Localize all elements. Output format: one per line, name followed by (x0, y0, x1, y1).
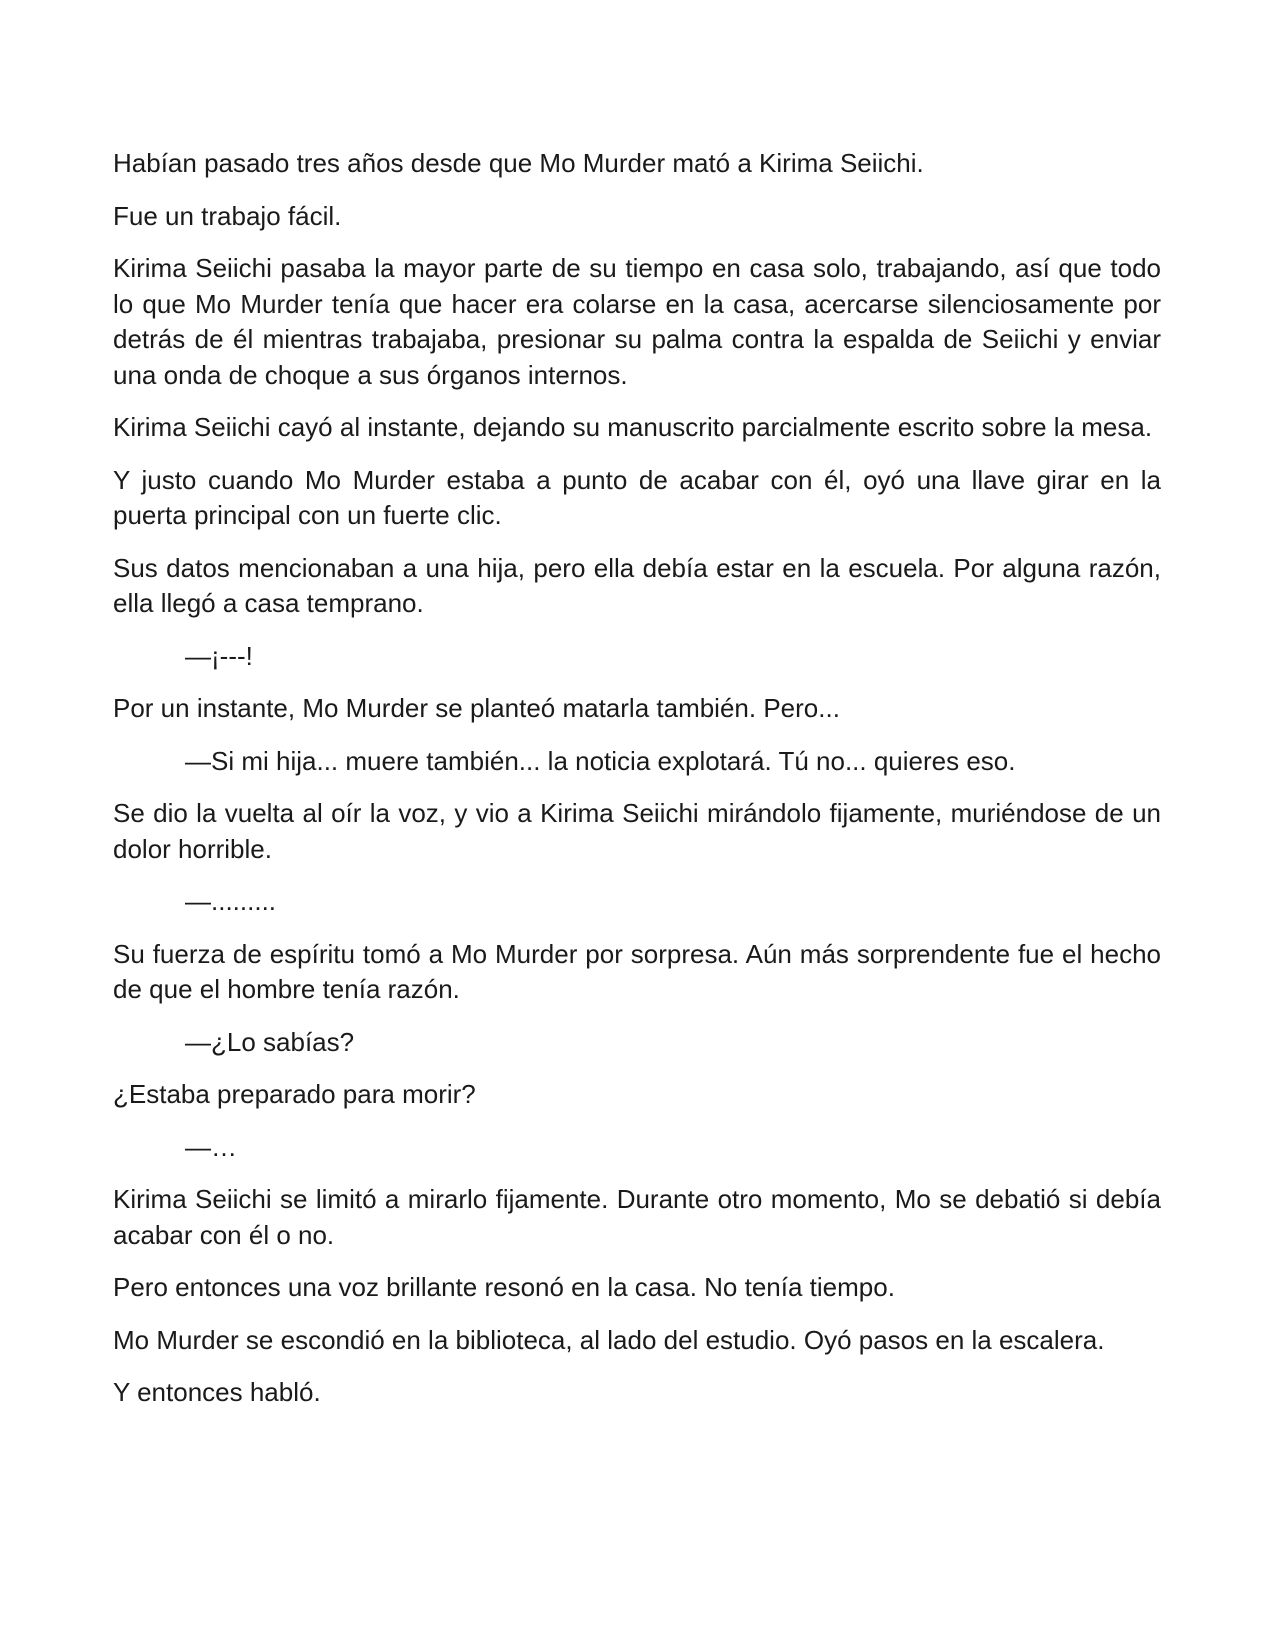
paragraph: Mo Murder se escondió en la biblioteca, al lado del estudio. Oyó pasos en la escalera. (113, 1324, 1105, 1355)
dialogue-line: —Si mi hija... muere también... la noticia explotará. Tú no... quieres eso. (185, 745, 1016, 776)
dialogue-line: —… (185, 1131, 237, 1162)
paragraph: Pero entonces una voz brillante resonó en la casa. No tenía tiempo. (113, 1272, 895, 1302)
paragraph: Fue un trabajo fácil. (113, 200, 342, 231)
paragraph: Y justo cuando Mo Murder estaba a punto de acabar con él, oyó una llave girar en la puerta principal con un fuerte clic. (113, 464, 1161, 530)
dialogue-line: —¿Lo sabías? (185, 1026, 355, 1057)
dialogue-line: —¡---! (185, 640, 253, 671)
paragraph: Kirima Seiichi cayó al instante, dejando su manuscrito parcialmente escrito sobre la mesa. (113, 412, 1153, 442)
paragraph: Y entonces habló. (113, 1377, 321, 1407)
dialogue-line: —......... (185, 886, 277, 916)
paragraph: ¿Estaba preparado para morir? (113, 1079, 476, 1109)
paragraph: Por un instante, Mo Murder se planteó matarla también. Pero... (113, 693, 840, 723)
paragraph: Kirima Seiichi se limitó a mirarlo fijamente. Durante otro momento, Mo se debatió si debía acabar con él o no. (113, 1184, 1161, 1250)
paragraph: Su fuerza de espíritu tomó a Mo Murder por sorpresa. Aún más sorprendente fue el hecho de que el hombre tenía razón. (113, 938, 1161, 1004)
paragraph: Habían pasado tres años desde que Mo Murder mató a Kirima Seiichi. (113, 148, 924, 178)
document-page (113, 146, 1161, 1428)
paragraph: Sus datos mencionaban a una hija, pero ella debía estar en la escuela. Por alguna razón, ella llegó a casa temprano. (113, 552, 1161, 618)
paragraph: Kirima Seiichi pasaba la mayor parte de su tiempo en casa solo, trabajando, así que todo lo que Mo Murder tenía que hacer era colarse en la casa, acercarse silenciosamente por detrás de él mientras trabajaba, presionar su palma contra la espalda de Seiichi y enviar una onda de choque a sus órganos internos. (113, 253, 1161, 390)
paragraph: Se dio la vuelta al oír la voz, y vio a Kirima Seiichi mirándolo fijamente, muriéndose de un dolor horrible. (113, 798, 1161, 864)
